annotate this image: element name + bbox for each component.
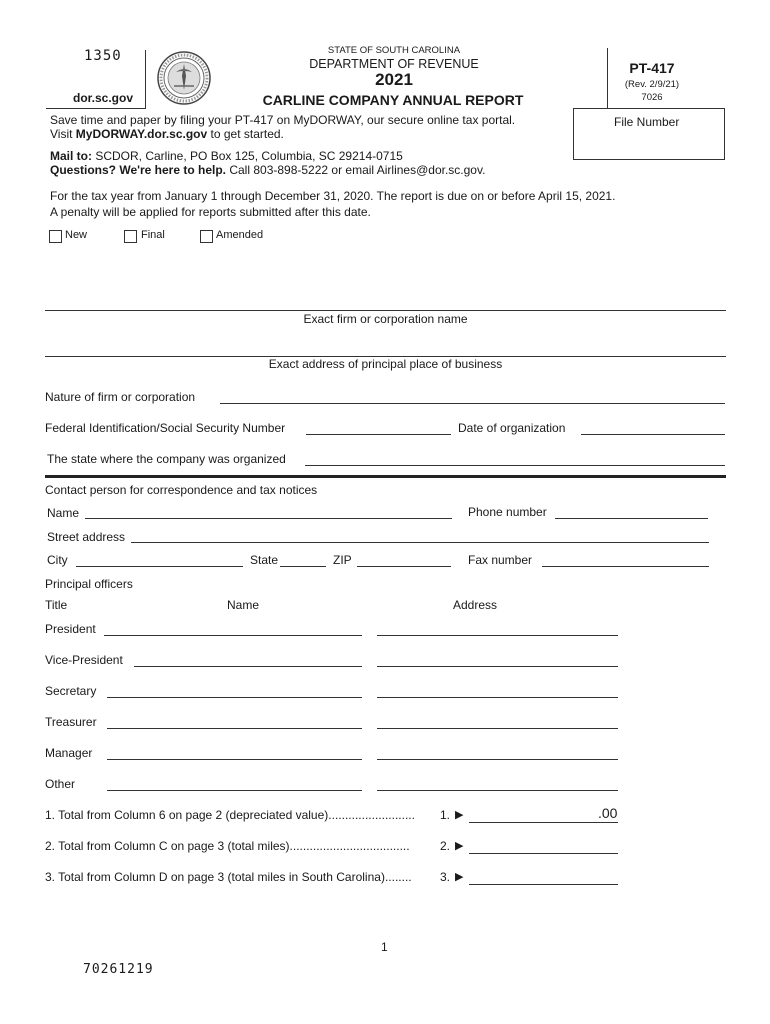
intro-line-1: Save time and paper by filing your PT-417 on MyDORWAY, our secure online tax portal.	[50, 113, 516, 127]
mail-to-label: Mail to:	[50, 149, 92, 163]
state-field[interactable]	[280, 566, 326, 567]
new-label: New	[65, 229, 88, 241]
intro-visit: Visit	[50, 127, 76, 141]
vice-president-address-field[interactable]	[377, 666, 618, 667]
intro-get-started: to get started.	[207, 127, 284, 141]
officer-row-other: Other	[45, 777, 76, 791]
total-1-value: .00	[598, 805, 618, 821]
president-name-field[interactable]	[104, 635, 362, 636]
total-1-label: 1. Total from Column 6 on page 2 (depreciated value)..........................	[45, 808, 415, 822]
street-label: Street address	[47, 530, 126, 544]
mydorway-link[interactable]: MyDORWAY.dor.sc.gov	[75, 127, 208, 141]
tax-period-line-2: A penalty will be applied for reports submitted after this date.	[50, 205, 371, 219]
arrow-right-icon: ▶	[455, 871, 464, 883]
page-number: 1	[381, 940, 388, 954]
vice-president-name-field[interactable]	[134, 666, 362, 667]
header-divider-left	[145, 50, 146, 108]
form-number: 7026	[641, 92, 663, 103]
total-3-label: 3. Total from Column D on page 3 (total miles in South Carolina)........	[45, 870, 412, 884]
file-number-label: File Number	[614, 115, 680, 129]
city-label: City	[47, 553, 68, 567]
mail-to-line	[50, 149, 403, 163]
city-field[interactable]	[76, 566, 243, 567]
form-revision: (Rev. 2/9/21)	[624, 79, 680, 90]
amended-label: Amended	[216, 229, 264, 241]
secretary-address-field[interactable]	[377, 697, 618, 698]
president-address-field[interactable]	[377, 635, 618, 636]
contact-name-label: Name	[47, 506, 80, 520]
firm-name-field[interactable]	[45, 310, 726, 311]
fein-label: Federal Identification/Social Security Number	[45, 421, 286, 435]
fein-field[interactable]	[306, 434, 451, 435]
officer-row-treasurer: Treasurer	[45, 715, 97, 729]
form-year: 2021	[375, 70, 413, 89]
total-1-number: 1.	[440, 808, 451, 822]
state-name: STATE OF SOUTH CAROLINA	[327, 45, 461, 56]
form-title: CARLINE COMPANY ANNUAL REPORT	[262, 92, 524, 108]
total-3-number: 3.	[440, 870, 451, 884]
other-address-field[interactable]	[377, 790, 618, 791]
contact-name-field[interactable]	[85, 518, 452, 519]
other-name-field[interactable]	[107, 790, 362, 791]
officers-address-header: Address	[453, 598, 498, 612]
total-2-number: 2.	[440, 839, 451, 853]
questions-label: Questions? We're here to help.	[50, 163, 226, 177]
amended-checkbox[interactable]	[200, 230, 213, 243]
date-org-field[interactable]	[581, 434, 725, 435]
state-org-label: The state where the company was organized	[47, 452, 286, 466]
officer-row-secretary: Secretary	[45, 684, 97, 698]
nature-field[interactable]	[220, 403, 725, 404]
section-divider	[45, 475, 726, 478]
officer-row-president: President	[45, 622, 96, 636]
total-1-field[interactable]	[469, 822, 618, 823]
address-label: Exact address of principal place of business	[268, 357, 503, 371]
state-seal-icon	[156, 50, 212, 106]
manager-name-field[interactable]	[107, 759, 362, 760]
officer-row-vice-president: Vice-President	[45, 653, 123, 667]
date-org-label: Date of organization	[458, 421, 566, 435]
treasurer-address-field[interactable]	[377, 728, 618, 729]
header-underline	[46, 108, 146, 109]
final-label: Final	[141, 229, 165, 241]
state-label: State	[250, 553, 279, 567]
new-checkbox[interactable]	[49, 230, 62, 243]
total-3-field[interactable]	[469, 884, 618, 885]
firm-name-label: Exact firm or corporation name	[303, 312, 468, 326]
header-divider-right	[607, 48, 608, 108]
total-2-label: 2. Total from Column C on page 3 (total miles)....................................	[45, 839, 410, 853]
final-checkbox[interactable]	[124, 230, 137, 243]
street-field[interactable]	[131, 542, 709, 543]
zip-label: ZIP	[333, 553, 352, 567]
fax-label: Fax number	[468, 553, 533, 567]
mail-to-address: SCDOR, Carline, PO Box 125, Columbia, SC 29214-0715	[92, 149, 403, 163]
state-org-field[interactable]	[305, 465, 725, 466]
nature-label: Nature of firm or corporation	[45, 390, 196, 404]
officers-heading: Principal officers	[45, 577, 133, 591]
questions-line	[50, 163, 485, 177]
department-name: DEPARTMENT OF REVENUE	[309, 57, 479, 71]
phone-label: Phone number	[468, 505, 547, 519]
total-2-field[interactable]	[469, 853, 618, 854]
barcode-number: 70261219	[83, 962, 154, 977]
treasurer-name-field[interactable]	[107, 728, 362, 729]
tax-period-line-1: For the tax year from January 1 through December 31, 2020. The report is due on or before April 15, 2021.	[50, 189, 616, 203]
intro-line-2	[50, 127, 284, 141]
phone-field[interactable]	[555, 518, 708, 519]
officer-row-manager: Manager	[45, 746, 93, 760]
arrow-right-icon: ▶	[455, 809, 464, 821]
questions-contact: Call 803-898-5222 or email Airlines@dor.sc.gov.	[226, 163, 486, 177]
zip-field[interactable]	[357, 566, 451, 567]
fax-field[interactable]	[542, 566, 709, 567]
arrow-right-icon: ▶	[455, 840, 464, 852]
officers-title-header: Title	[45, 598, 68, 612]
secretary-name-field[interactable]	[107, 697, 362, 698]
website: dor.sc.gov	[73, 91, 134, 105]
officers-name-header: Name	[227, 598, 260, 612]
form-code: 1350	[84, 48, 122, 64]
contact-heading: Contact person for correspondence and tax notices	[45, 483, 318, 497]
manager-address-field[interactable]	[377, 759, 618, 760]
form-id: PT-417	[629, 60, 675, 76]
